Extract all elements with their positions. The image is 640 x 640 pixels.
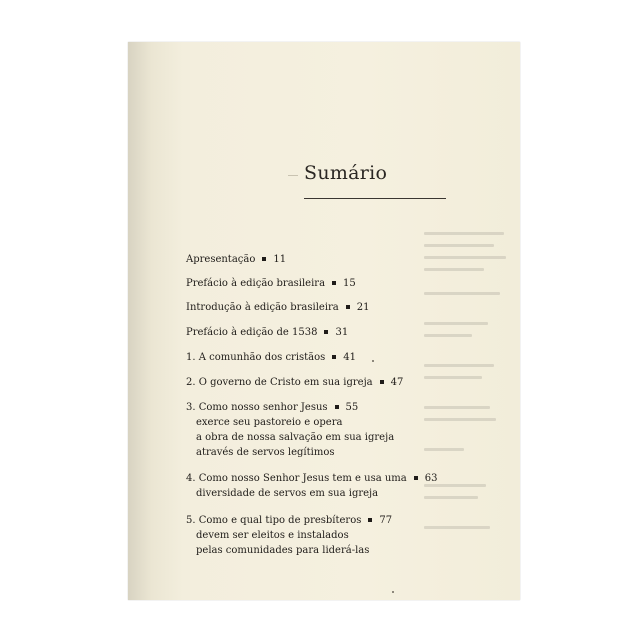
bullet-square-icon	[368, 518, 372, 522]
toc-entry	[186, 276, 356, 291]
toc-entry-continuation: exerce seu pastoreio e opera	[196, 417, 343, 428]
toc-entry-continuation: a obra de nossa salvação em sua igreja	[196, 432, 395, 443]
bullet-square-icon	[324, 330, 328, 334]
toc-entry-title: 3. Como nosso senhor Jesus	[186, 402, 328, 413]
toc-entry-continuation: pelas comunidades para liderá-las	[196, 545, 370, 556]
toc-page-number: 55	[345, 402, 359, 413]
title-dash	[288, 175, 298, 176]
toc-page-number: 11	[273, 254, 287, 265]
toc-entry-continuation: devem ser eleitos e instalados	[196, 530, 349, 541]
toc-entry-title: 1. A comunhão dos cristãos	[186, 352, 326, 363]
toc-entry-continuation: diversidade de servos em sua igreja	[196, 488, 379, 499]
toc-entry	[186, 350, 356, 365]
toc-entry	[186, 252, 286, 267]
toc-entry	[186, 300, 370, 315]
book-page	[128, 42, 520, 600]
toc-entry-title: Apresentação	[186, 254, 256, 265]
toc-page-number: 31	[335, 327, 349, 338]
bullet-square-icon	[335, 405, 339, 409]
toc-entry-title: Prefácio à edição de 1538	[186, 327, 318, 338]
toc-page-number: 21	[356, 302, 370, 313]
toc-entry-title: 2. O governo de Cristo em sua igreja	[186, 377, 373, 388]
toc-entry	[186, 400, 394, 460]
toc-entry-title: Prefácio à edição brasileira	[186, 278, 326, 289]
toc-page-number: 47	[390, 377, 404, 388]
toc-entry	[186, 471, 437, 501]
paper-speck	[372, 360, 374, 362]
show-through-text	[410, 232, 520, 602]
paper-speck	[392, 591, 394, 593]
toc-page-number: 63	[424, 473, 438, 484]
toc-page-number: 15	[343, 278, 356, 289]
bullet-square-icon	[346, 305, 350, 309]
page-title: Sumário	[304, 162, 388, 184]
toc-entry-title: Introdução à edição brasileira	[186, 302, 339, 313]
title-underline	[304, 198, 446, 199]
bullet-square-icon	[414, 476, 418, 480]
toc-page-number: 41	[343, 352, 357, 363]
bullet-square-icon	[380, 380, 384, 384]
toc-entry-title: 5. Como e qual tipo de presbíteros	[186, 515, 362, 526]
toc-entry	[186, 375, 403, 390]
toc-entry	[186, 325, 348, 340]
bullet-square-icon	[332, 355, 336, 359]
toc-entry	[186, 513, 392, 558]
toc-entry-title: 4. Como nosso Senhor Jesus tem e usa uma	[186, 473, 407, 484]
bullet-square-icon	[332, 281, 336, 285]
toc-entry-continuation: através de servos legítimos	[196, 447, 335, 458]
toc-page-number: 77	[379, 515, 393, 526]
bullet-square-icon	[262, 257, 266, 261]
